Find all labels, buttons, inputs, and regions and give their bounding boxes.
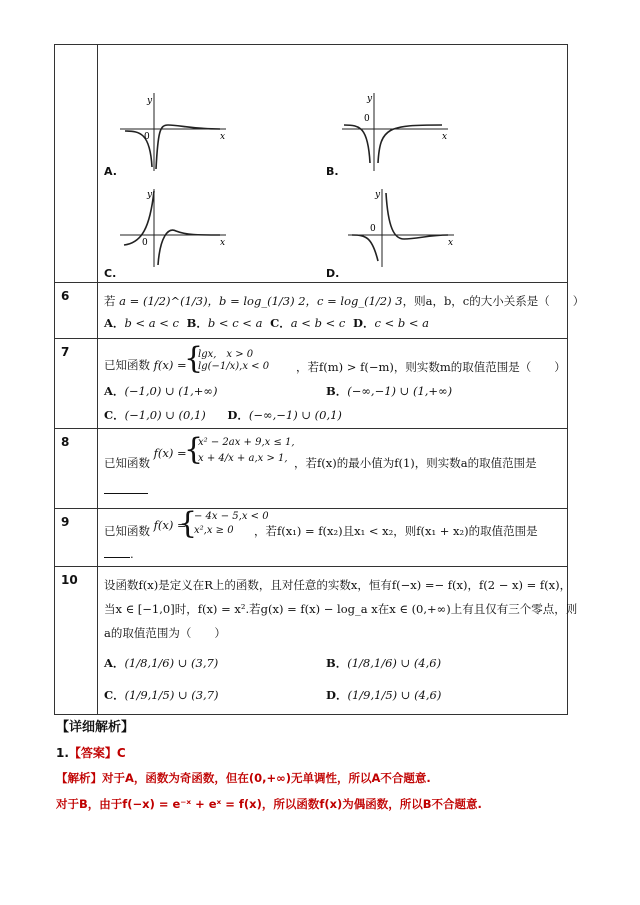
row7-number: 7 xyxy=(61,345,70,359)
answer-line xyxy=(56,744,126,761)
row8-content-cell xyxy=(98,429,568,509)
row6-option-c: a < b < c xyxy=(290,316,346,330)
analysis-line2: 对于B，由于f(−x) = e⁻ˣ + eˣ = f(x)，所以函数f(x)为偶函数，所以B不合题意. xyxy=(56,797,482,811)
row7-fx: f(x) = xyxy=(153,358,187,372)
row10-number-cell xyxy=(55,567,98,715)
row7-option-a-label: A． xyxy=(104,384,125,398)
graph-b-label: B. xyxy=(326,165,339,178)
row9-number: 9 xyxy=(61,515,70,529)
graph-a-origin: 0 xyxy=(144,132,150,142)
row10-option-c: (1/9,1/5) ∪ (3,7) xyxy=(124,688,219,702)
row8-brace: { xyxy=(184,432,204,467)
row8-case2: x + 4/x + a,x > 1, xyxy=(198,453,288,464)
row6-number-cell xyxy=(55,283,98,339)
graph-a-y-label: y xyxy=(147,96,153,106)
row10-option-d-line xyxy=(326,687,441,703)
graph-b-origin: 0 xyxy=(364,114,370,124)
row8-answer-blank[interactable] xyxy=(104,481,148,494)
analysis-header: 【详细解析】 xyxy=(56,720,135,735)
row7-option-cd-line xyxy=(104,407,342,423)
row10-content-cell xyxy=(98,567,578,715)
row6-option-b-label: B． xyxy=(186,316,208,330)
row6-question-text: ，则a，b，c的大小关系是（ ） xyxy=(402,294,585,308)
row10-option-a-label: A． xyxy=(104,656,125,670)
row10-option-b: (1/8,1/6) ∪ (4,6) xyxy=(347,656,442,670)
row10-option-c-label: C． xyxy=(104,688,125,702)
row6-option-d-label: D． xyxy=(352,316,375,330)
row9-prefix-line xyxy=(104,518,187,539)
row7-option-c-label: C． xyxy=(104,408,125,422)
row8-number-cell xyxy=(55,429,98,509)
graph-b xyxy=(342,91,452,173)
graph-d-y-label: y xyxy=(375,190,381,200)
answer-number: 1. xyxy=(56,746,69,760)
row10-line1: 设函数f(x)是定义在R上的函数，且对任意的实数x，恒有f(−x) =− f(x)，f(2 − x) = f(x)， xyxy=(104,578,572,592)
row7-content-cell xyxy=(98,339,568,429)
row7-question-text: ，若f(m) > f(−m)，则实数m的取值范围是（ ） xyxy=(296,360,566,374)
row7-option-b: (−∞,−1) ∪ (1,+∞) xyxy=(347,384,453,398)
row10-option-a: (1/8,1/6) ∪ (3,7) xyxy=(124,656,219,670)
row7-prefix: 已知函数 xyxy=(104,358,150,372)
row5-number-cell xyxy=(55,45,98,283)
graph-d xyxy=(348,187,458,269)
row7-option-d: (−∞,−1) ∪ (0,1) xyxy=(248,408,342,422)
analysis-line1: 【解析】对于A，函数为奇函数，但在(0,+∞)无单调性，所以A不合题意. xyxy=(56,771,431,785)
row9-prefix: 已知函数 xyxy=(104,524,150,538)
row8-prefix-line xyxy=(104,446,187,471)
row9-question-text: ，若f(x₁) = f(x₂)且x₁ < x₂，则f(x₁ + x₂)的取值范围是 xyxy=(254,524,538,538)
row9-end: . xyxy=(130,547,134,561)
graph-b-x-label: x xyxy=(442,132,448,142)
row6-content-cell xyxy=(98,283,585,339)
row7-option-b-label: B． xyxy=(326,384,348,398)
row10-option-b-label: B． xyxy=(326,656,348,670)
row6-option-a-label: A． xyxy=(104,316,125,330)
row8-number: 8 xyxy=(61,435,70,449)
row6-options xyxy=(104,315,429,331)
row8-case1: x² − 2ax + 9,x ≤ 1, xyxy=(198,437,295,448)
row6-expression: a = (1/2)^(1/3)，b = log_(1/3) 2，c = log_(1/2) 3 xyxy=(119,294,403,308)
row6-option-d: c < b < a xyxy=(374,316,430,330)
graph-c-label: C. xyxy=(104,267,117,280)
row6-option-c-label: C． xyxy=(270,316,291,330)
row7-number-cell xyxy=(55,339,98,429)
row9-case2: x²,x ≥ 0 xyxy=(194,525,234,536)
row6-question xyxy=(104,293,584,309)
row10-option-d: (1/9,1/5) ∪ (4,6) xyxy=(347,688,442,702)
graph-c-origin: 0 xyxy=(142,238,148,248)
row7-option-a: (−1,0) ∪ (1,+∞) xyxy=(124,384,218,398)
row9-content-cell xyxy=(98,506,568,567)
graph-b-y-label: y xyxy=(367,94,373,104)
row6-prefix: 若 xyxy=(104,294,116,308)
row7-option-b-line xyxy=(326,383,452,399)
row8-fx: f(x) = xyxy=(153,446,187,460)
row6-number: 6 xyxy=(61,289,70,303)
graph-c-x-label: x xyxy=(220,238,226,248)
row9-blank-line xyxy=(104,545,134,561)
row7-option-d-label: D． xyxy=(227,408,249,422)
row10-option-b-line xyxy=(326,655,441,671)
row7-option-a-line xyxy=(104,383,217,399)
row7-case1: lgx, x > 0 xyxy=(198,349,254,360)
row10-line3: a的取值范围为（ ） xyxy=(104,626,226,640)
row9-answer-blank[interactable] xyxy=(104,545,130,558)
row5-graph-cell xyxy=(98,45,568,283)
graph-a xyxy=(120,91,230,173)
graph-d-origin: 0 xyxy=(370,224,376,234)
row7-option-c: (−1,0) ∪ (0,1) xyxy=(124,408,206,422)
graph-c xyxy=(120,187,230,269)
row7-brace: { xyxy=(184,341,204,376)
row8-prefix: 已知函数 xyxy=(104,456,150,470)
row10-option-c-line xyxy=(104,687,219,703)
row6-option-b: b < c < a xyxy=(207,316,263,330)
row9-number-cell xyxy=(55,509,98,567)
row7-prefix-line xyxy=(104,357,187,373)
row10-option-a-line xyxy=(104,655,218,671)
answer-label: 【答案】C xyxy=(68,746,126,760)
row8-question-text: ，若f(x)的最小值为f(1)，则实数a的取值范围是 xyxy=(294,456,537,470)
row6-option-a: b < a < c xyxy=(124,316,179,330)
row9-fx: f(x) = xyxy=(153,518,187,532)
row8-blank-line xyxy=(104,481,148,497)
row7-case2: lg(−1/x),x < 0 xyxy=(198,361,270,372)
graph-d-x-label: x xyxy=(448,238,454,248)
row10-line2: 当x ∈ [−1,0]时，f(x) = x².若g(x) = f(x) − log_a x在x ∈ (0,+∞)上有且仅有三个零点，则 xyxy=(104,602,578,616)
row9-brace: { xyxy=(178,506,198,541)
graph-c-y-label: y xyxy=(147,190,153,200)
graph-a-x-label: x xyxy=(220,132,226,142)
row10-number: 10 xyxy=(61,573,78,587)
graph-a-label: A. xyxy=(104,165,117,178)
question-table xyxy=(54,44,585,715)
graph-d-label: D. xyxy=(326,267,340,280)
row10-option-d-label: D． xyxy=(326,688,348,702)
row9-case1: − 4x − 5,x < 0 xyxy=(194,511,269,522)
